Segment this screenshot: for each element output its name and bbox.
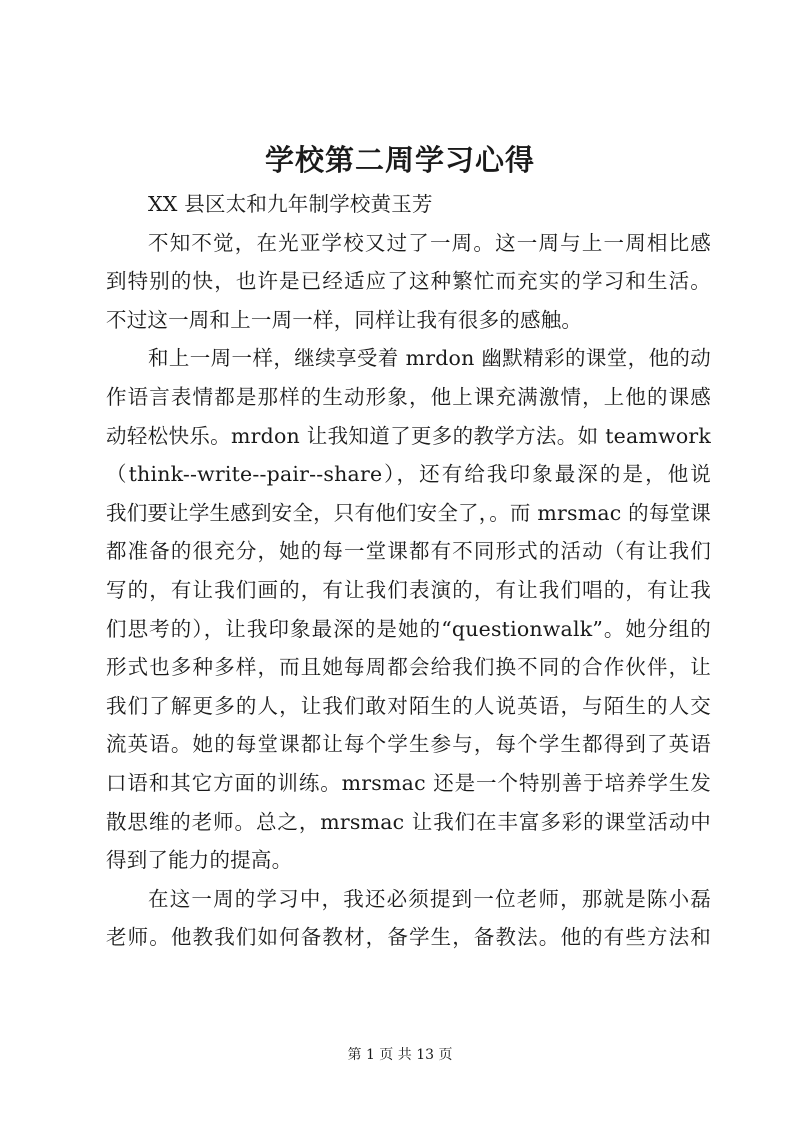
page-number-footer: 第 1 页 共 13 页 [347, 1047, 453, 1063]
paragraph-3-line-2: 老师。他教我们如何备教材，备学生，备教法。他的有些方法和 [106, 925, 711, 950]
paragraph-1-line-2: 到特别的快，也许是已经适应了这种繁忙而充实的学习和生活。 [106, 269, 711, 294]
paragraph-2-line-1: 和上一周一样，继续享受着 mrdon 幽默精彩的课堂，他的动 [148, 346, 711, 371]
paragraph-2-line-14: 得到了能力的提高。 [106, 848, 293, 873]
paragraph-1-line-1: 不知不觉，在光亚学校又过了一周。这一周与上一周相比感 [148, 230, 711, 255]
author-line: XX 县区太和九年制学校黄玉芳 [148, 192, 433, 216]
paragraph-2-line-4: （think--write--pair--share），还有给我印象最深的是，他说 [106, 462, 711, 487]
paragraph-2-line-10: 我们了解更多的人，让我们敢对陌生的人说英语，与陌生的人交 [106, 693, 711, 718]
paragraph-2-line-13: 散思维的老师。总之，mrsmac 让我们在丰富多彩的课堂活动中 [106, 809, 711, 834]
paragraph-3-line-1: 在这一周的学习中，我还必须提到一位老师，那就是陈小磊 [148, 886, 711, 911]
paragraph-2-line-8: 们思考的），让我印象最深的是她的“questionwalk”。她分组的 [106, 616, 711, 641]
paragraph-2-line-12: 口语和其它方面的训练。mrsmac 还是一个特别善于培养学生发 [106, 770, 711, 795]
paragraph-2-line-5: 我们要让学生感到安全，只有他们安全了，。而 mrsmac 的每堂课 [106, 500, 711, 525]
paragraph-2-line-3: 动轻松快乐。mrdon 让我知道了更多的教学方法。如 teamwork [106, 423, 711, 448]
paragraph-2-line-11: 流英语。她的每堂课都让每个学生参与，每个学生都得到了英语 [106, 732, 711, 757]
paragraph-1-line-3: 不过这一周和上一周一样，同样让我有很多的感触。 [106, 307, 583, 332]
document-title: 学校第二周学习心得 [264, 143, 535, 177]
paragraph-2-line-7: 写的，有让我们画的，有让我们表演的，有让我们唱的，有让我 [106, 577, 711, 602]
paragraph-2-line-6: 都准备的很充分，她的每一堂课都有不同形式的活动（有让我们 [106, 539, 711, 564]
paragraph-2-line-2: 作语言表情都是那样的生动形象，他上课充满激情，上他的课感 [106, 384, 711, 409]
paragraph-2-line-9: 形式也多种多样，而且她每周都会给我们换不同的合作伙伴，让 [106, 655, 711, 680]
document-body [106, 185, 711, 957]
